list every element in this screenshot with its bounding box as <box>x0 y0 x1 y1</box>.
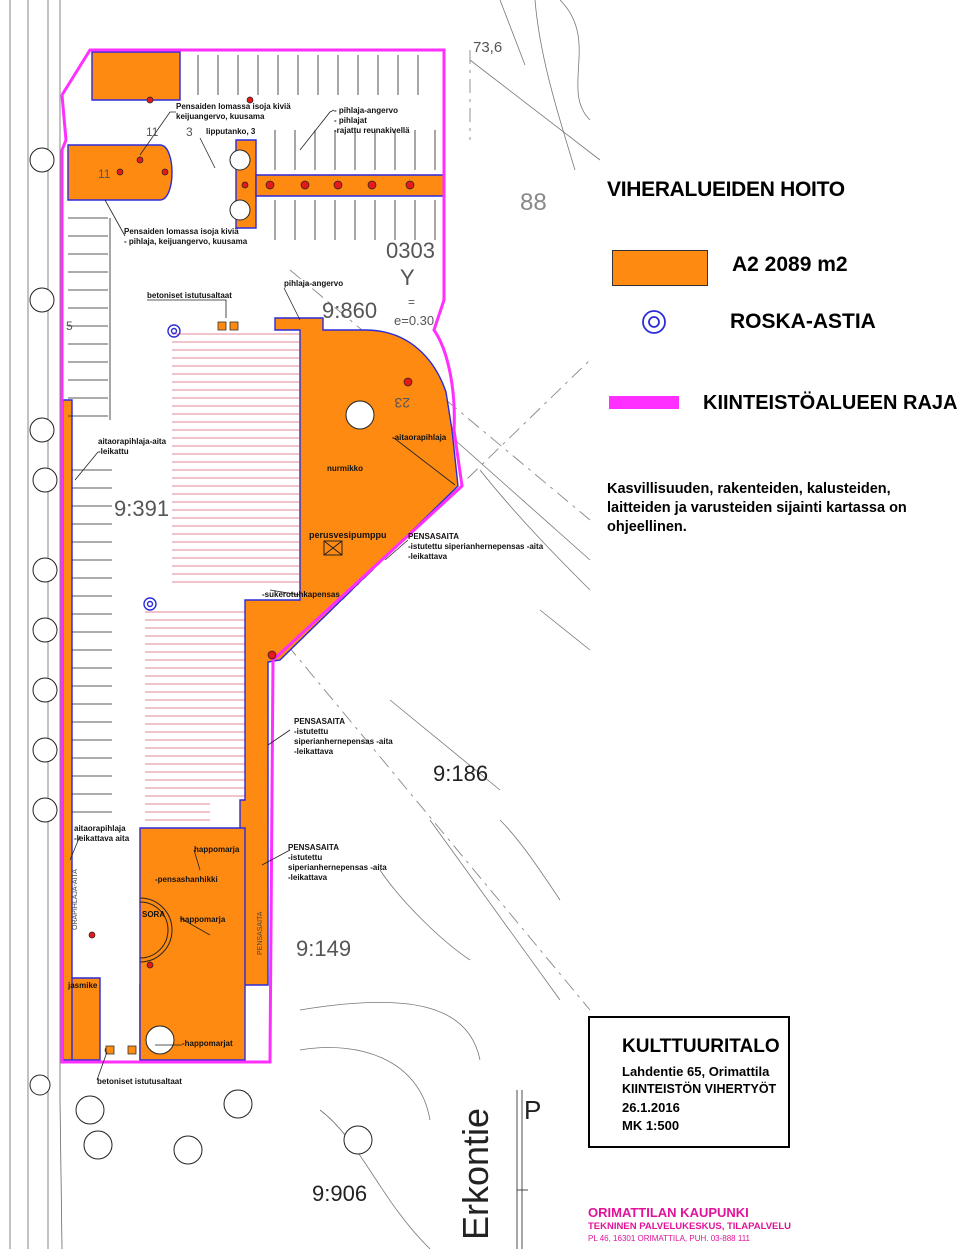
tree-icon <box>146 1026 174 1054</box>
label-lipputanko: lipputanko, 3 <box>206 127 256 136</box>
number-5: 5 <box>66 319 73 333</box>
block-eq: = <box>408 295 416 309</box>
label-pensasaita-1-3: -leikattava <box>408 552 448 561</box>
label-happomarjat: -happomarjat <box>182 1039 233 1048</box>
label-mid-left-1: Pensaiden lomassa isoja kiviä <box>124 227 239 236</box>
label-happomarja-1: happomarja <box>194 845 240 854</box>
label-mid-left-2: - pihlaja, keijuangervo, kuusama <box>124 237 248 246</box>
tree-icon <box>346 401 374 429</box>
number-11b: 11 <box>98 167 111 181</box>
number-23: 23 <box>394 395 410 411</box>
label-perusvesipumppu: perusvesipumppu <box>309 530 387 540</box>
tree-icon <box>230 150 250 170</box>
legend-area-label: A2 2089 m2 <box>732 253 848 276</box>
parcel-9-906: 9:906 <box>312 1181 368 1206</box>
label-top-right-1: - pihlaja-angervo <box>334 106 399 115</box>
label-pensasaita-3-2: -istutettu <box>288 853 323 862</box>
label-pensashanhikki: -pensashanhikki <box>155 875 218 884</box>
tree-icon <box>224 1090 252 1118</box>
label-betoniset-top: betoniset istutusaltaat <box>147 291 232 300</box>
title-block-name: KULTTUURITALO <box>622 1036 780 1057</box>
street-name: Erkontie <box>455 1107 496 1240</box>
label-aitaorapihlaja-left-2: -leikattu <box>98 447 129 456</box>
label-pensasaita-2-1: PENSASAITA <box>294 717 345 726</box>
label-aitaorapihlaja-left-1: aitaorapihlaja-aita <box>98 437 167 446</box>
tree-icon <box>30 148 54 172</box>
label-pensasaita-2-2: -istutettu <box>294 727 329 736</box>
organization-block <box>588 1205 791 1245</box>
block-y: Y <box>400 265 415 290</box>
tree-icon <box>33 468 57 492</box>
label-pensasaita-1-1: PENSASAITA <box>408 532 459 541</box>
lawn-hatch <box>145 334 300 820</box>
tree-icon <box>76 1096 104 1124</box>
label-pensasaita-vertical: PENSASAITA <box>257 911 264 955</box>
title-block-work: KIINTEISTÖN VIHERTYÖT <box>622 1082 777 1096</box>
tree-icon <box>30 1075 50 1095</box>
title-block-address: Lahdentie 65, Orimattila <box>622 1064 770 1079</box>
label-pensasaita-3-3: siperianhernepensas -aita <box>288 863 387 872</box>
block-number: 0303 <box>386 238 435 263</box>
label-aitaorapihlaja-low-1: aitaorapihlaja <box>74 824 126 833</box>
parcel-9-391: 9:391 <box>114 496 170 521</box>
tree-icon <box>33 558 57 582</box>
waste-bins <box>144 325 180 610</box>
tree-icon <box>33 618 57 642</box>
waste-bin-icon <box>641 309 667 335</box>
tree-icon <box>33 738 57 762</box>
label-sora: SORA <box>142 910 166 919</box>
label-top-right-3: -rajattu reunakivellä <box>334 126 410 135</box>
organization-department: TEKNINEN PALVELUKESKUS, TILAPALVELU <box>588 1221 792 1232</box>
title-block-date: 26.1.2016 <box>622 1100 680 1115</box>
label-pensasaita-2-3: siperianhernepensas -aita <box>294 737 393 746</box>
block-e: e=0.30 <box>394 313 435 328</box>
parcel-9-149: 9:149 <box>296 936 352 961</box>
parcel-88: 88 <box>520 189 547 216</box>
label-sukerotuhkapensas: -sukerotuhkapensas <box>262 590 340 599</box>
legend-title: VIHERALUEIDEN HOITO <box>607 178 845 201</box>
label-pihlaja-angervo: pihlaja-angervo <box>284 279 344 288</box>
tree-icon <box>33 798 57 822</box>
legend-boundary-line <box>609 396 679 409</box>
label-orapihlaja-vertical: ORAPIHLAJA-AITA <box>72 869 79 930</box>
label-pensasaita-1-2: -istutettu siperianhernepensas -aita <box>408 542 544 551</box>
label-pensasaita-3-1: PENSASAITA <box>288 843 339 852</box>
label-nurmikko: nurmikko <box>327 464 364 473</box>
title-block-scale: MK 1:500 <box>622 1118 680 1133</box>
organization-address: PL 46, 16301 ORIMATTILA, PUH. 03-888 111 <box>588 1234 751 1243</box>
tree-icon <box>174 1136 202 1164</box>
label-top-left-2: keijuangervo, kuusama <box>176 112 265 121</box>
label-jasmike: jasmike <box>68 981 98 990</box>
elevation-label: 73,6 <box>473 39 503 56</box>
tree-icon <box>84 1131 112 1159</box>
label-happomarja-2: happomarja <box>180 915 226 924</box>
label-aitaorapihlaja-low-2: -leikattava aita <box>74 834 130 843</box>
label-aitaorapihlaja-right: -aitaorapihlaja <box>392 433 447 442</box>
title-block <box>588 1016 790 1148</box>
number-3: 3 <box>186 125 193 139</box>
label-top-left-1: Pensaiden lomassa isoja kiviä <box>176 102 291 111</box>
tree-icon <box>30 288 54 312</box>
parcel-9-186: 9:186 <box>433 761 489 786</box>
legend-disclaimer: Kasvillisuuden, rakenteiden, kalusteiden, laitteiden ja varusteiden sijainti kartassa on ohjeellinen. <box>607 481 907 535</box>
planting-areas <box>63 52 458 1060</box>
tree-icon <box>344 1126 372 1154</box>
number-11: 11 <box>146 125 159 139</box>
legend-area-swatch <box>612 250 708 286</box>
tree-icon <box>230 200 250 220</box>
parcel-9-860: 9:860 <box>322 298 378 323</box>
waste-bin-icon <box>144 598 156 610</box>
organization-name: ORIMATTILAN KAUPUNKI <box>588 1205 749 1220</box>
legend-boundary-label: KIINTEISTÖALUEEN RAJA <box>703 392 958 414</box>
label-top-right-2: - pihlajat <box>334 116 367 125</box>
label-betoniset-bottom: betoniset istutusaltaat <box>97 1077 182 1086</box>
tree-icon <box>30 418 54 442</box>
parking-symbol: P <box>524 1095 542 1125</box>
label-pensasaita-2-4: -leikattava <box>294 747 334 756</box>
waste-bin-icon <box>168 325 180 337</box>
label-pensasaita-3-4: -leikattava <box>288 873 328 882</box>
tree-icon <box>33 678 57 702</box>
legend-bin-label: ROSKA-ASTIA <box>730 310 876 333</box>
